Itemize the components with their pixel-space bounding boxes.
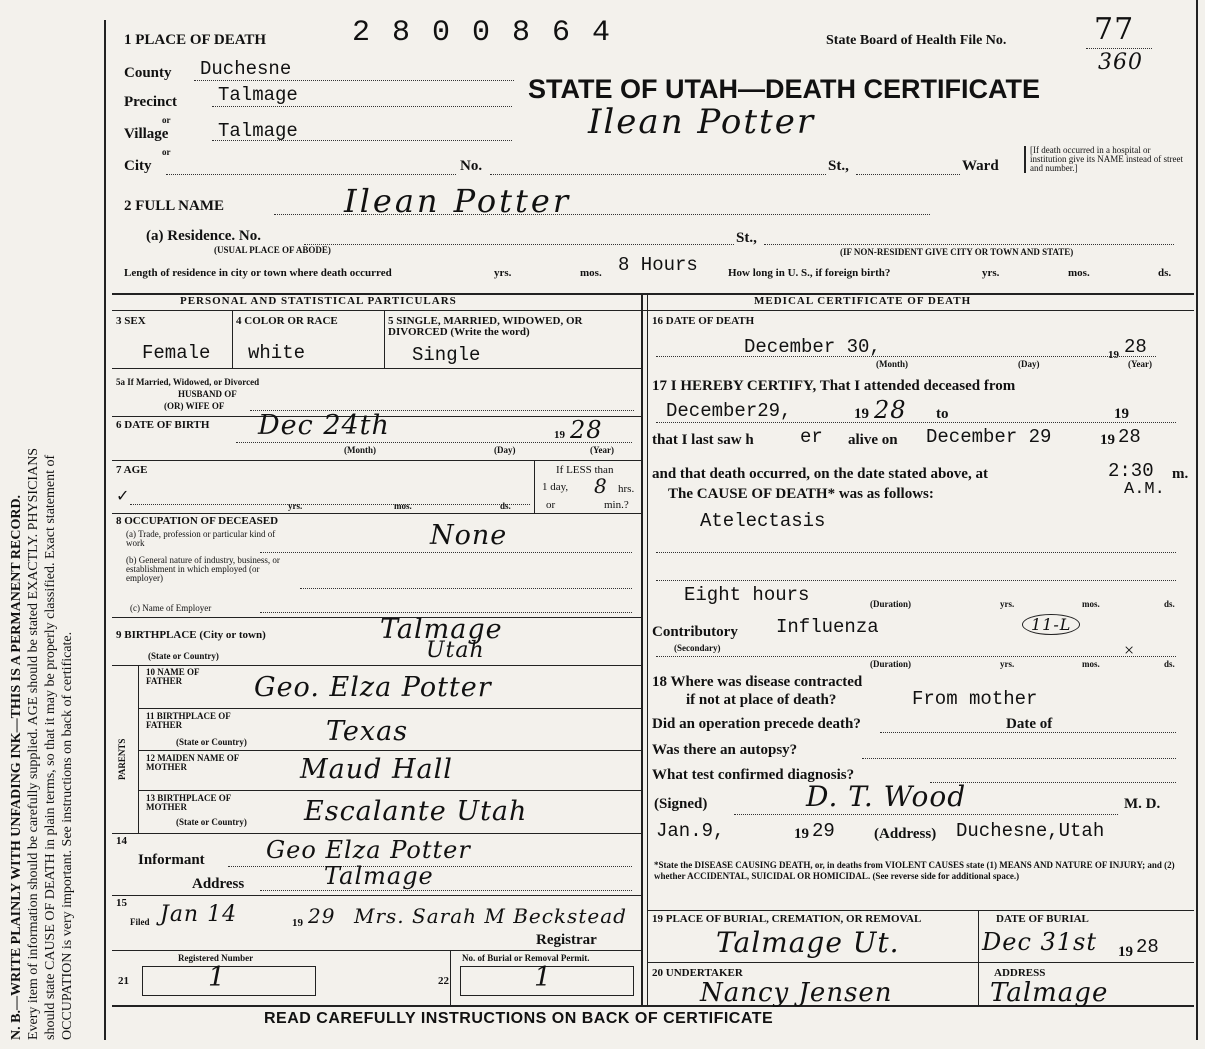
duration2-ds: ds.	[1164, 659, 1175, 669]
duration2-label: (Duration)	[870, 659, 911, 669]
rule-m	[648, 910, 1194, 911]
duration-label: (Duration)	[870, 599, 911, 609]
duration2-yrs: yrs.	[1000, 659, 1015, 669]
to-label: to	[936, 406, 949, 422]
dob-year-prefix: 19	[554, 429, 565, 441]
place-of-death-label: 1 PLACE OF DEATH	[124, 32, 267, 48]
burial-label: 19 PLACE OF BURIAL, CREMATION, OR REMOVAL	[652, 913, 922, 925]
attend-from: December29,	[666, 400, 792, 422]
registered-box	[142, 966, 316, 996]
mother-label: 12 MAIDEN NAME OF MOTHER	[146, 753, 239, 772]
date-of-death: December 30,	[744, 336, 881, 358]
m-suffix: m.	[1172, 466, 1189, 482]
rule-d	[112, 513, 642, 514]
contrib-line-2	[656, 656, 1176, 657]
length-yrs: yrs.	[494, 267, 512, 279]
father-bp-sub: (State or Country)	[176, 737, 247, 747]
full-name-label: 2 FULL NAME	[124, 198, 225, 214]
age-check: ✓	[116, 488, 130, 505]
precinct-line	[212, 106, 512, 107]
alive-on-label: alive on	[848, 432, 898, 448]
filed-date: Jan 14	[160, 902, 238, 927]
full-name-value: Ilean Potter	[344, 182, 572, 220]
rule-j	[112, 833, 642, 834]
file-no-label: State Board of Health File No.	[826, 33, 1007, 48]
filed-year-prefix: 19	[292, 917, 303, 929]
undertaker-address-label: ADDRESS	[994, 967, 1046, 979]
right-border	[1196, 0, 1198, 1040]
center-divider-2	[647, 293, 648, 1005]
rule-f	[112, 665, 642, 666]
medical-section-title: MEDICAL CERTIFICATE OF DEATH	[754, 295, 972, 307]
length-value: 8 Hours	[618, 254, 698, 276]
full-name-line	[274, 214, 930, 215]
undertaker-value: Nancy Jensen	[700, 978, 893, 1008]
rule-n	[648, 962, 1194, 963]
duration-yrs: yrs.	[1000, 599, 1015, 609]
death-year-prefix: 19	[1108, 349, 1119, 361]
duration-mos: mos.	[1082, 599, 1100, 609]
residence-st-line	[764, 244, 1174, 245]
less-min: min.?	[604, 499, 629, 511]
md-label: M. D.	[1124, 796, 1161, 812]
st-line	[856, 174, 960, 175]
address-line	[260, 890, 632, 891]
filed-label: Filed	[130, 917, 150, 927]
us-ds: ds.	[1158, 267, 1172, 279]
num-14: 14	[116, 835, 127, 847]
birthplace-state-label: (State or Country)	[148, 651, 219, 661]
ward-label: Ward	[962, 158, 999, 174]
burial-date-label: DATE OF BURIAL	[996, 913, 1089, 925]
contributory-label: Contributory	[652, 624, 738, 640]
rule-a	[112, 368, 642, 369]
residence-line	[304, 244, 734, 245]
duration-ds: ds.	[1164, 599, 1175, 609]
ampm: A.M.	[1124, 480, 1165, 499]
burial-date: Dec 31st	[982, 928, 1098, 956]
rule-v4	[450, 950, 451, 1005]
city-line	[166, 174, 456, 175]
undertaker-label: 20 UNDERTAKER	[652, 967, 743, 979]
certificate-title: STATE OF UTAH—DEATH CERTIFICATE	[528, 74, 1040, 104]
dob-day-sub: (Day)	[494, 445, 516, 455]
center-divider	[641, 293, 643, 1005]
death-date-line	[656, 356, 1156, 357]
color-value: white	[248, 342, 306, 364]
personal-section-title: PERSONAL AND STATISTICAL PARTICULARS	[180, 295, 457, 307]
county-line	[194, 80, 514, 81]
test-line	[930, 782, 1176, 783]
rule-v3	[534, 460, 535, 513]
last-saw-year-prefix: 19	[1100, 432, 1115, 448]
file-no-line	[1086, 48, 1152, 49]
father-bp-value: Texas	[326, 716, 409, 747]
dob-month-sub: (Month)	[344, 445, 376, 455]
filed-year: 29	[308, 904, 336, 928]
last-saw-pronoun: er	[800, 426, 823, 448]
cause-line-2	[656, 552, 1176, 553]
hospital-note: [If death occurred in a hospital or institution give its NAME instead of street and number.]	[1024, 146, 1184, 173]
village-label: Village	[124, 126, 169, 142]
burial-no-label: No. of Burial or Removal Permit.	[462, 953, 590, 963]
signed-year: 29	[812, 820, 835, 842]
length-label: Length of residence in city or town where death occurred	[124, 267, 392, 279]
cause-label: The CAUSE OF DEATH* was as follows:	[668, 486, 934, 502]
death-month-sub: (Month)	[876, 359, 908, 369]
occ-c-line	[260, 612, 632, 613]
q18-label: 18 Where was disease contracted	[652, 674, 863, 690]
rule-v5	[978, 910, 979, 1005]
side-note-4: OCCUPATION is very important. See instructions on back of certificate.	[60, 631, 75, 1040]
num-21: 21	[118, 975, 129, 987]
secondary-label: (Secondary)	[674, 643, 721, 653]
residence-label: (a) Residence. No.	[146, 228, 261, 244]
duration2-mos: mos.	[1082, 659, 1100, 669]
contributory-value: Influenza	[776, 616, 879, 638]
or-2: or	[162, 147, 171, 157]
less-hrs-value: 8	[594, 474, 608, 498]
file-no: 77	[1094, 12, 1135, 47]
contracted-value: From mother	[912, 688, 1038, 710]
date-of-death-label: 16 DATE OF DEATH	[652, 315, 755, 327]
num-15: 15	[116, 897, 127, 909]
operation-label: Did an operation precede death?	[652, 716, 861, 732]
undertaker-address: Talmage	[990, 978, 1109, 1008]
less-hrs: hrs.	[618, 483, 635, 495]
parents-label: PARENTS	[117, 738, 127, 780]
burial-year-prefix: 19	[1118, 944, 1133, 960]
attend-from-year-prefix: 19	[854, 406, 869, 422]
spouse-label-2: HUSBAND OF	[178, 389, 237, 399]
or-1: or	[162, 115, 171, 125]
village-line	[212, 140, 512, 141]
occ-c: (c) Name of Employer	[130, 603, 212, 613]
rule-v2	[384, 310, 385, 368]
burial-year: 28	[1136, 936, 1159, 958]
time-of-death: 2:30	[1108, 460, 1154, 482]
operation-line	[880, 732, 1176, 733]
signed-year-prefix: 19	[794, 826, 809, 842]
no-line	[490, 174, 826, 175]
address-label: Address	[192, 876, 245, 892]
date-of-label: Date of	[1006, 716, 1053, 732]
occurred-label: and that death occurred, on the date stated above, at	[652, 466, 988, 482]
birthplace-label: 9 BIRTHPLACE (City or town)	[116, 629, 266, 641]
informant-label: Informant	[138, 852, 205, 868]
marital-value: Single	[412, 344, 481, 366]
last-saw-date: December 29	[926, 426, 1052, 448]
burial-no-value: 1	[534, 962, 553, 993]
signature: D. T. Wood	[806, 780, 967, 813]
rule-c	[112, 460, 642, 461]
side-note-3: should state CAUSE OF DEATH in plain terms, so that it may be properly classified. Exact statement of	[43, 454, 58, 1040]
left-border	[104, 20, 106, 1040]
autopsy-label: Was there an autopsy?	[652, 742, 798, 758]
birthplace-state: Utah	[426, 638, 485, 663]
cause-line-3	[656, 580, 1176, 581]
rule-v1	[232, 310, 233, 368]
file-no-2: 360	[1098, 50, 1143, 75]
mother-bp-value: Escalante Utah	[304, 796, 528, 827]
father-value: Geo. Elza Potter	[254, 672, 492, 703]
rule-e	[112, 617, 642, 618]
last-saw-year: 28	[1118, 426, 1141, 448]
side-instructions	[8, 448, 76, 1040]
county-label: County	[124, 65, 172, 81]
num-22: 22	[438, 975, 449, 987]
x-mark: ×	[1124, 640, 1135, 660]
dob-year-sub: (Year)	[590, 445, 614, 455]
test-label: What test confirmed diagnosis?	[652, 767, 855, 783]
signed-line	[734, 814, 1118, 815]
village-value: Talmage	[218, 120, 298, 142]
to-year-prefix: 19	[1114, 406, 1129, 422]
nonresident-note: (IF NON-RESIDENT GIVE CITY OR TOWN AND STATE)	[840, 247, 1074, 257]
certificate-number: 2 8 0 0 8 6 4	[352, 16, 613, 50]
death-day-sub: (Day)	[1018, 359, 1040, 369]
registrar-name: Mrs. Sarah M Beckstead	[354, 904, 627, 928]
dob-line	[236, 442, 632, 443]
residence-st-label: St.,	[736, 230, 757, 246]
contributory-note: 11-L	[1022, 614, 1080, 635]
occupation-label: 8 OCCUPATION OF DECEASED	[116, 515, 279, 527]
mother-value: Maud Hall	[300, 754, 453, 785]
us-yrs: yrs.	[982, 267, 1000, 279]
informant-value: Geo Elza Potter	[266, 836, 471, 864]
footer-instructions: READ CAREFULLY INSTRUCTIONS ON BACK OF CERTIFICATE	[264, 1010, 774, 1027]
informant-address: Talmage	[324, 862, 434, 890]
signed-date: Jan.9,	[656, 820, 725, 842]
spouse-label-3: (OR) WIFE OF	[164, 401, 225, 411]
city-label: City	[124, 158, 152, 174]
no-label: No.	[460, 158, 483, 174]
side-note-2: Every item of information should be carefully supplied. AGE should be stated EXACTLY. PHYSICIANS	[26, 447, 41, 1040]
cause-value: Atelectasis	[700, 510, 826, 532]
father-bp-label: 11 BIRTHPLACE OF FATHER	[146, 711, 231, 730]
rule-k	[112, 895, 642, 896]
registered-label: Registered Number	[178, 953, 254, 963]
age-ds: ds.	[500, 501, 511, 511]
less-label: If LESS than	[556, 464, 614, 476]
side-note-1: N. B.—WRITE PLAINLY WITH UNFADING INK—THIS IS A PERMANENT RECORD.	[9, 494, 24, 1040]
rule-h	[138, 750, 642, 751]
us-mos: mos.	[1068, 267, 1090, 279]
length-mos: mos.	[580, 267, 602, 279]
rule-g	[138, 708, 642, 709]
mother-bp-sub: (State or Country)	[176, 817, 247, 827]
mother-bp-label: 13 BIRTHPLACE OF MOTHER	[146, 793, 231, 812]
spouse-label-1: 5a If Married, Widowed, or Divorced	[116, 377, 260, 387]
registrar-label: Registrar	[536, 932, 597, 948]
us-label: How long in U. S., if foreign birth?	[728, 267, 891, 279]
less-or: or	[546, 499, 556, 511]
less-day: 1 day,	[542, 481, 569, 493]
residence-sub: (USUAL PLACE OF ABODE)	[214, 245, 331, 255]
signed-label: (Signed)	[654, 796, 708, 812]
st-label: St.,	[828, 158, 849, 174]
last-saw-label: that I last saw h	[652, 432, 754, 448]
birthplace-city: Talmage	[380, 614, 503, 645]
duration-value: Eight hours	[684, 584, 810, 606]
occupation-value: None	[430, 520, 508, 551]
autopsy-line	[862, 758, 1176, 759]
precinct-label: Precinct	[124, 94, 178, 110]
sex-label: 3 SEX	[116, 315, 146, 327]
footnote: *State the DISEASE CAUSING DEATH, or, in deaths from VIOLENT CAUSES state (1) MEANS AND NATURE OF INJURY; and (2) whether ACCIDENTAL, SUICIDAL OR HOMICIDAL. (See reverse side for additional space.)	[654, 860, 1175, 881]
age-mos: mos.	[394, 501, 412, 511]
sex-value: Female	[142, 342, 211, 364]
dob-year: 28	[570, 416, 603, 444]
marital-label: 5 SINGLE, MARRIED, WIDOWED, OR DIVORCED (Write the word)	[388, 315, 583, 338]
rule-l	[112, 950, 642, 951]
occ-a-line	[260, 552, 632, 553]
father-label: 10 NAME OF FATHER	[146, 667, 200, 686]
signer-address: Duchesne,Utah	[956, 820, 1105, 842]
color-label: 4 COLOR OR RACE	[236, 315, 338, 327]
signer-address-label: (Address)	[874, 826, 937, 842]
attend-line	[656, 422, 1176, 423]
name-annotation: Ilean Potter	[588, 102, 816, 142]
precinct-value: Talmage	[218, 84, 298, 106]
occ-b: (b) General nature of industry, business, or establishment in which employed (or employer)	[126, 555, 280, 583]
occ-a: (a) Trade, profession or particular kind of work	[126, 529, 276, 548]
dob-value: Dec 24th	[258, 410, 390, 441]
death-year: 28	[1124, 336, 1147, 358]
death-year-sub: (Year)	[1128, 359, 1152, 369]
section-header-line	[112, 310, 1194, 311]
burial-place: Talmage Ut.	[716, 926, 900, 959]
attend-from-year: 28	[874, 396, 907, 424]
dob-label: 6 DATE OF BIRTH	[116, 419, 210, 431]
certify-text: 17 I HEREBY CERTIFY, That I attended deceased from	[652, 378, 1016, 394]
rule-i	[138, 790, 642, 791]
rule-parents	[138, 665, 139, 833]
age-line	[130, 504, 530, 505]
q18-label-2: if not at place of death?	[686, 692, 837, 708]
county-value: Duchesne	[200, 58, 292, 80]
registered-value: 1	[208, 962, 227, 993]
age-yrs: yrs.	[288, 501, 303, 511]
occ-b-line	[300, 588, 632, 589]
age-label: 7 AGE	[116, 464, 148, 476]
